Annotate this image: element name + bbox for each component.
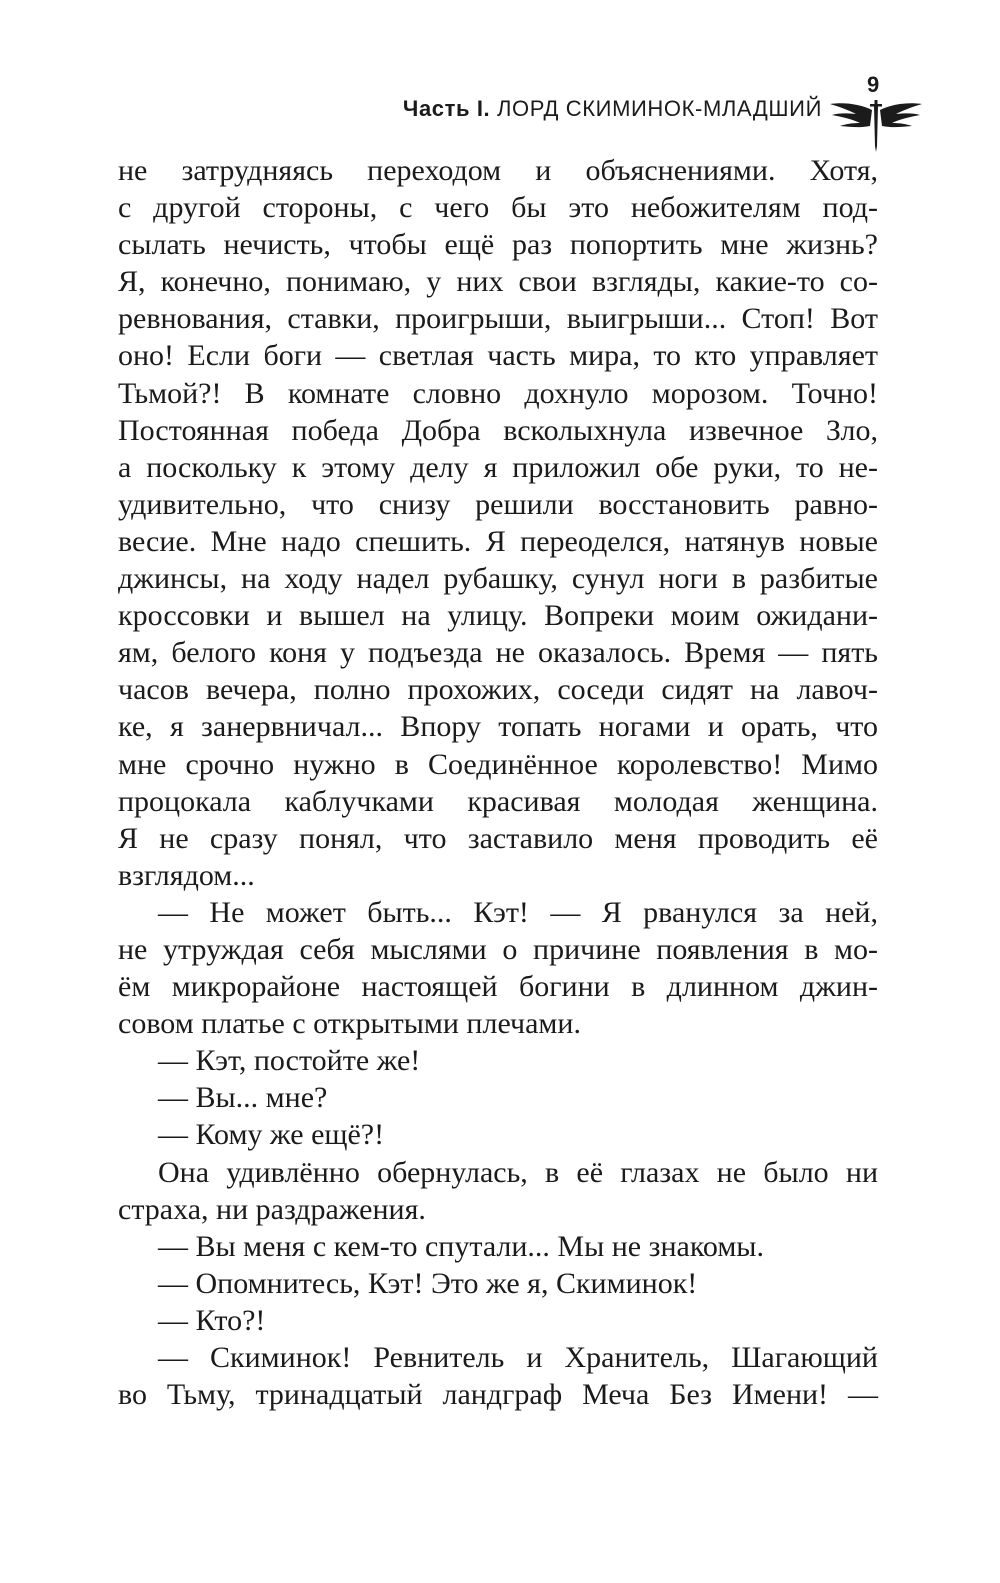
text-line: — Кто?!	[158, 1303, 266, 1337]
page-number: 9	[867, 72, 880, 97]
text-line: мне срочно нужно в Соединённое королевство! Мимо	[118, 747, 878, 781]
text-line: не утруждая себя мыслями о причине появления в мо-	[118, 932, 878, 966]
text-line: ке, я занервничал... Впору топать ногами и орать, что	[118, 710, 878, 744]
text-line: во Тьму, тринадцатый ландграф Меча Без Имени! —	[118, 1378, 878, 1412]
text-line: Постоянная победа Добра всколыхнула извечное Зло,	[118, 413, 878, 447]
text-line: оно! Если боги — светлая часть мира, то кто управляет	[118, 339, 878, 373]
text-line: не затрудняясь переходом и объяснениями. Хотя,	[118, 154, 878, 187]
text-line: Тьмой?! В комнате словно дохнуло морозом. Точно!	[118, 376, 878, 410]
text-line: взглядом...	[118, 858, 255, 892]
text-line: удивительно, что снизу решили восстановить равно-	[118, 487, 878, 521]
chapter-title: ЛОРД СКИМИНОК-МЛАДШИЙ	[496, 96, 822, 121]
text-line: Я, конечно, понимаю, у них свои взгляды, какие-то со-	[118, 265, 878, 299]
winged-sword-icon	[826, 96, 926, 154]
running-head	[403, 96, 822, 122]
text-line: — Опомнитесь, Кэт! Это же я, Скиминок!	[158, 1266, 698, 1300]
part-label: Часть I.	[402, 96, 491, 121]
text-line: а поскольку к этому делу я приложил обе руки, то не-	[118, 450, 878, 484]
text-line: сылать нечисть, чтобы ещё раз попортить мне жизнь?	[118, 228, 878, 262]
text-line: Я не сразу понял, что заставило меня проводить её	[118, 821, 878, 855]
text-line: страха, ни раздражения.	[118, 1192, 426, 1226]
text-line: часов вечера, полно прохожих, соседи сидят на лавоч-	[118, 673, 878, 707]
text-line: ям, белого коня у подъезда не оказалось. Время — пять	[118, 636, 878, 670]
text-line: ревнования, ставки, проигрыши, выигрыши... Стоп! Вот	[118, 302, 878, 336]
text-line: ём микрорайоне настоящей богини в длинном джин-	[118, 970, 878, 1004]
body-text	[118, 152, 878, 1413]
text-line: — Вы меня с кем-то спутали... Мы не знакомы.	[158, 1229, 764, 1263]
text-line: процокала каблучками красивая молодая женщина.	[118, 784, 878, 818]
text-line: — Кому же ещё?!	[158, 1118, 385, 1152]
text-line: с другой стороны, с чего бы это небожителям под-	[118, 191, 878, 225]
text-line: Она удивлённо обернулась, в её глазах не было ни	[158, 1155, 878, 1189]
text-line: весие. Мне надо спешить. Я переоделся, натянув новые	[118, 524, 878, 558]
text-line: — Скиминок! Ревнитель и Хранитель, Шагающий	[158, 1341, 878, 1374]
text-line: джинсы, на ходу надел рубашку, сунул ноги в разбитые	[118, 562, 878, 596]
text-line: — Кэт, постойте же!	[158, 1044, 421, 1078]
text-line: — Не может быть... Кэт! — Я рванулся за ней,	[158, 895, 878, 929]
text-line: — Вы... мне?	[158, 1081, 328, 1115]
text-line: совом платье с открытыми плечами.	[118, 1007, 581, 1041]
text-line: кроссовки и вышел на улицу. Вопреки моим ожидани-	[118, 599, 878, 633]
